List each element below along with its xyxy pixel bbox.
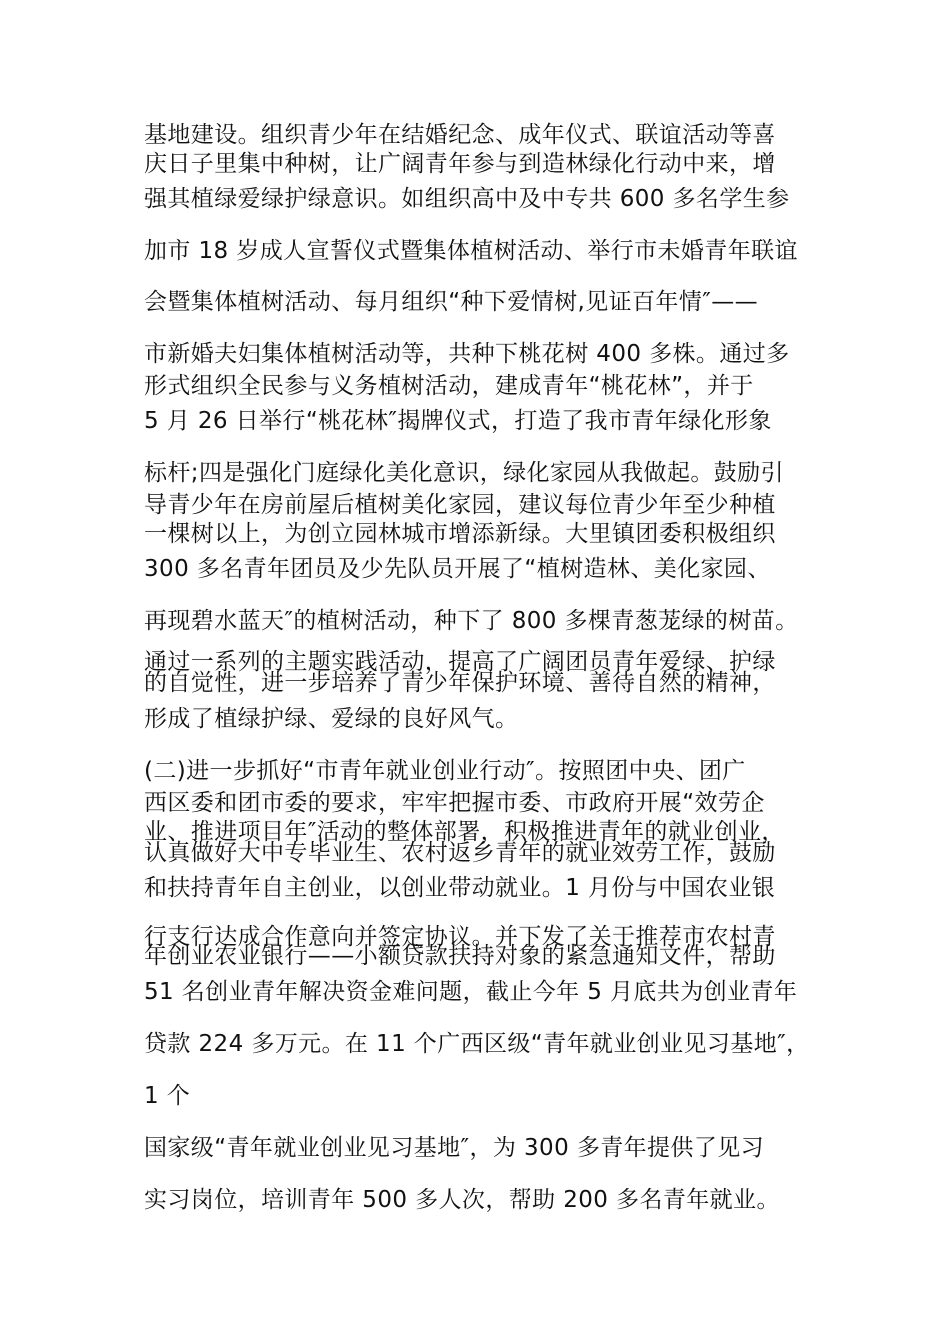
text-line: 行支行达成合作意向并签定协议。并下发了关于推荐市农村青	[144, 924, 776, 950]
text-line: (二)进一步抓好“市青年就业创业行动″。按照团中央、团广	[144, 758, 746, 784]
text-line: 市新婚夫妇集体植树活动等，共种下桃花树 400 多株。通过多	[144, 341, 790, 367]
text-line: 强其植绿爱绿护绿意识。如组织高中及中专共 600 多名学生参	[144, 186, 790, 212]
text-line: 标杆;四是强化门庭绿化美化意识，绿化家园从我做起。鼓励引	[144, 460, 784, 486]
text-line: 贷款 224 多万元。在 11 个广西区级“青年就业创业见习基地″，	[144, 1031, 810, 1057]
text-line: 通过一系列的主题实践活动，提高了广阔团员青年爱绿、护绿	[144, 649, 776, 675]
text-line: 加市 18 岁成人宣誓仪式暨集体植树活动、举行市未婚青年联谊	[144, 238, 798, 264]
text-line: 导青少年在房前屋后植树美化家园，建议每位青少年至少种植	[144, 492, 776, 518]
text-line: 和扶持青年自主创业，以创业带动就业。1 月份与中国农业银	[144, 875, 776, 901]
text-line: 国家级“青年就业创业见习基地″，为 300 多青年提供了见习	[144, 1135, 765, 1161]
text-line: 基地建设。组织青少年在结婚纪念、成年仪式、联谊活动等喜	[144, 122, 776, 148]
text-line: 的自觉性，进一步培养了青少年保护环境、善待自然的精神，	[144, 670, 776, 696]
text-line: 1 个	[144, 1083, 191, 1109]
text-line: 51 名创业青年解决资金难问题，截止今年 5 月底共为创业青年	[144, 979, 798, 1005]
text-line: 形成了植绿护绿、爱绿的良好风气。	[144, 706, 519, 732]
text-line: 300 多名青年团员及少先队员开展了“植树造林、美化家园、	[144, 556, 771, 582]
text-line: 年创业农业银行——小额贷款扶持对象的紧急通知文件，帮助	[144, 943, 776, 969]
text-line: 会暨集体植树活动、每月组织“种下爱情树,见证百年情″——	[144, 289, 759, 315]
text-line: 业、推进项目年″活动的整体部署，积极推进青年的就业创业，	[144, 819, 785, 845]
text-line: 实习岗位，培训青年 500 多人次，帮助 200 多名青年就业。	[144, 1187, 780, 1213]
text-line: 认真做好大中专毕业生、农村返乡青年的就业效劳工作，鼓励	[144, 840, 776, 866]
text-line: 一棵树以上，为创立园林城市增添新绿。大里镇团委积极组织	[144, 521, 776, 547]
text-line: 庆日子里集中种树，让广阔青年参与到造林绿化行动中来，增	[144, 151, 776, 177]
text-line: 形式组织全民参与义务植树活动，建成青年“桃花林”，并于	[144, 373, 754, 399]
text-line: 5 月 26 日举行“桃花林″揭牌仪式，打造了我市青年绿化形象	[144, 408, 772, 434]
text-line: 再现碧水蓝天″的植树活动，种下了 800 多棵青葱茏绿的树苗。	[144, 608, 799, 634]
text-line: 西区委和团市委的要求，牢牢把握市委、市政府开展“效劳企	[144, 790, 765, 816]
